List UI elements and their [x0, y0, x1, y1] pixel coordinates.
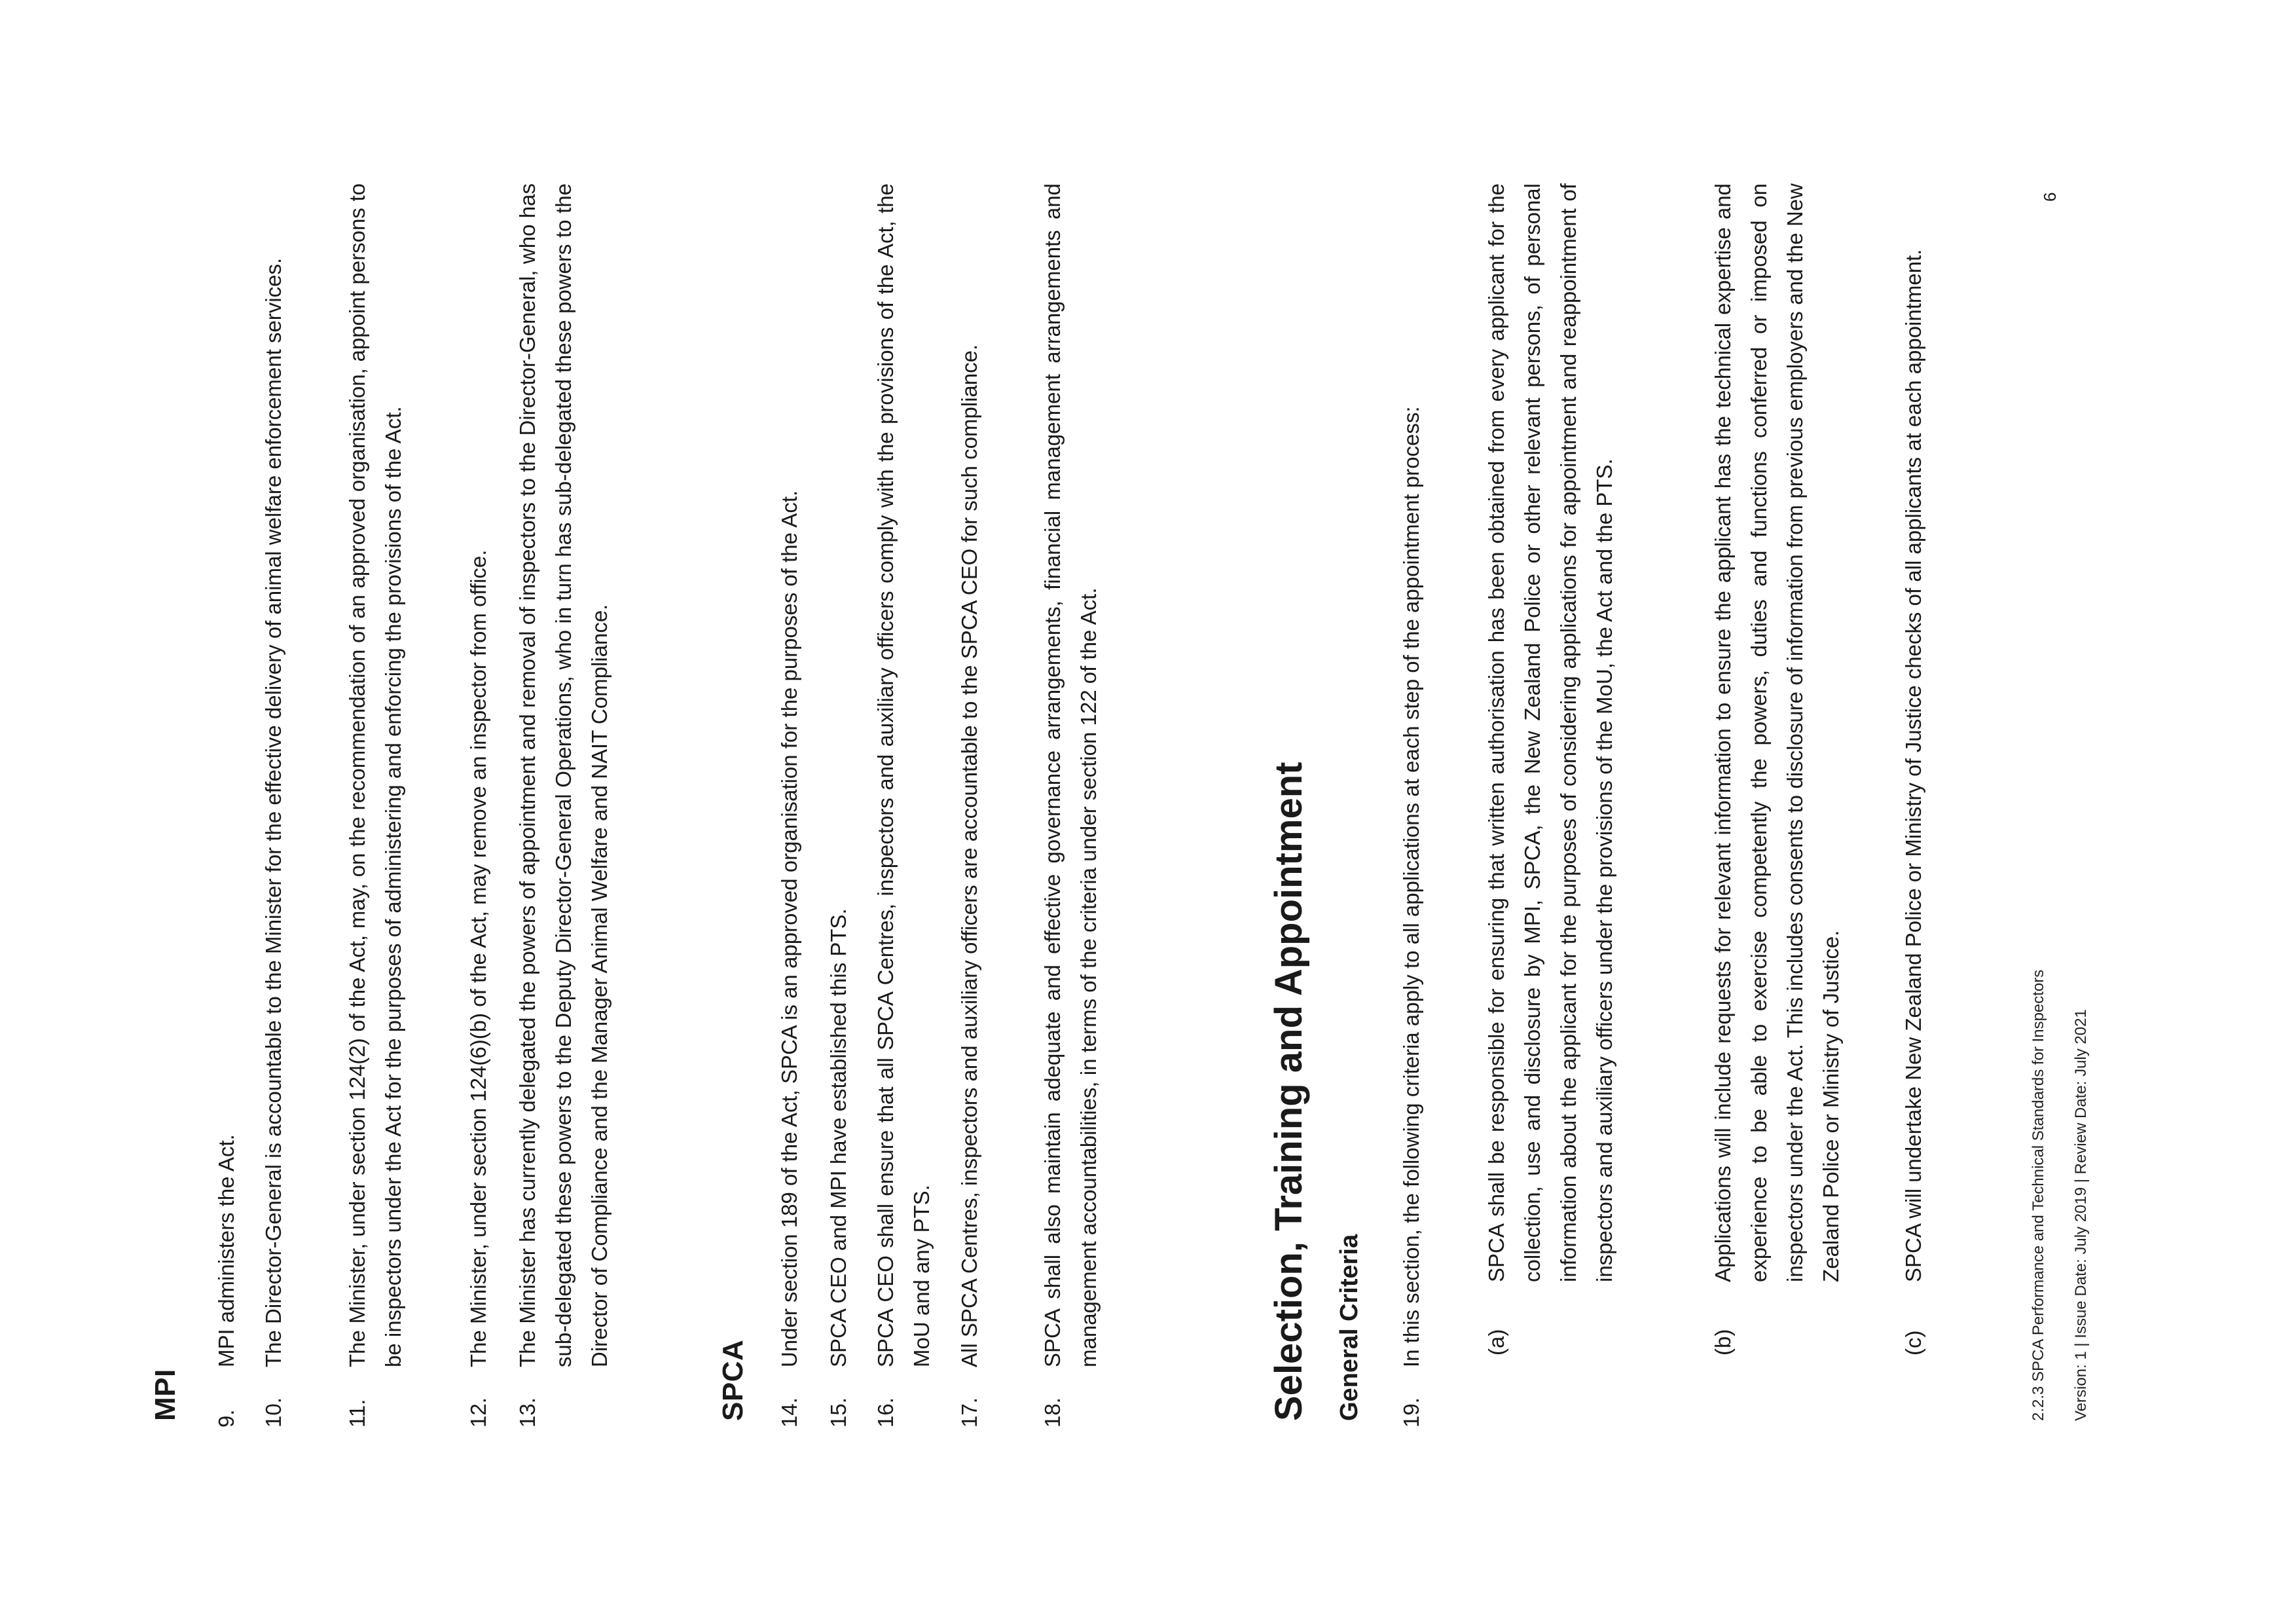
footer-document-title: 2.2.3 SPCA Performance and Technical Standards for Inspectors: [2030, 969, 2047, 1421]
item-number: 19.: [1399, 1397, 1423, 1428]
section-heading-spca: SPCA: [717, 1339, 749, 1421]
item-text: Under section 189 of the Act, SPCA is an approved organisation for the purposes of the Act.: [777, 490, 801, 1367]
sub-item-label: (a): [1484, 1329, 1508, 1356]
sub-item-text: Applications will include requests for relevant information to ensure the applicant has the technical expertise and experience to be able to exercise competently the powers, duties and functions conferred or imposed on inspectors under the Act. This includes consents to disclosure of information from previous employers and the New Zealand Police or Ministry of Justice.: [1711, 183, 1843, 1282]
item-text: The Director-General is accountable to the Minister for the effective delivery of animal welfare enforcement services.: [261, 257, 285, 1367]
list-item: [771, 183, 807, 1428]
list-item: [820, 183, 856, 1428]
item-text: SPCA CEO shall ensure that all SPCA Centres, inspectors and auxiliary officers comply with the provisions of the Act, the MoU and any PTS.: [873, 183, 934, 1367]
page-number: 6: [2040, 192, 2060, 202]
list-item: [1034, 183, 1106, 1428]
sub-list-item: [1705, 183, 1849, 1356]
section-heading-mpi: MPI: [149, 1369, 181, 1421]
item-number: 18.: [1040, 1397, 1065, 1428]
item-text: SPCA CEO and MPI have established this PTS.: [826, 908, 850, 1367]
item-text: MPI administers the Act.: [214, 1134, 238, 1367]
item-text: SPCA shall also maintain adequate and effective governance arrangements, financial management arrangements and management accountabilities, in terms of the criteria under section 122 of the Act.: [1040, 183, 1101, 1367]
list-item: [1393, 183, 1429, 1428]
item-number: 15.: [826, 1397, 850, 1428]
item-text: The Minister has currently delegated the powers of appointment and removal of inspectors to the Director-General, who has sub-delegated these powers to the Deputy Director-General Operations, who in turn has sub-delegated these powers to the Director of Compliance and the Manager Animal Welfare and NAIT Compliance.: [515, 183, 611, 1367]
sub-item-text: SPCA shall be responsible for ensuring that written authorisation has been obtained from every applicant for the collection, use and disclosure by MPI, SPCA, the New Zealand Police or other relevant persons, of personal information about the applicant for the purposes of considering applications for appointment and reappointment of inspectors and auxiliary officers under the provisions of the MoU, the Act and the PTS.: [1484, 183, 1616, 1282]
item-text: The Minister, under section 124(2) of the Act, may, on the recommendation of an approved organisation, appoint persons to be inspectors under the Act for the purposes of administering and enforcing the provisions of the Act.: [345, 183, 405, 1367]
item-number: 16.: [873, 1397, 898, 1428]
subsection-heading: General Criteria: [1336, 1234, 1363, 1421]
item-number: 13.: [515, 1397, 539, 1428]
list-item: [951, 183, 987, 1428]
item-number: 9.: [214, 1409, 238, 1428]
item-number: 17.: [957, 1397, 981, 1428]
item-text: All SPCA Centres, inspectors and auxiliary officers are accountable to the SPCA CEO for such compliance.: [957, 344, 981, 1367]
list-item: [255, 183, 291, 1428]
list-item: [509, 183, 617, 1428]
sub-list-item: [1478, 183, 1622, 1356]
list-item: [867, 183, 939, 1428]
item-number: 12.: [466, 1397, 490, 1428]
list-item: [460, 183, 496, 1428]
sub-item-label: (b): [1711, 1329, 1735, 1356]
item-text: In this section, the following criteria apply to all applications at each step of the appointment process:: [1399, 406, 1423, 1367]
sub-item-label: (c): [1901, 1330, 1925, 1356]
item-number: 11.: [345, 1399, 369, 1428]
footer-version-dates: Version: 1 | Issue Date: July 2019 | Review Date: July 2021: [2072, 1009, 2090, 1421]
list-item: [339, 183, 411, 1428]
sub-item-text: SPCA will undertake New Zealand Police or Ministry of Justice checks of all applicants at each appointment.: [1901, 249, 1925, 1282]
list-item: [208, 183, 244, 1428]
item-number: 10.: [261, 1397, 285, 1428]
page-title: Selection, Training and Appointment: [1267, 762, 1310, 1421]
sub-list-item: [1895, 183, 1931, 1356]
item-number: 14.: [777, 1397, 801, 1428]
item-text: The Minister, under section 124(6)(b) of the Act, may remove an inspector from office.: [466, 549, 490, 1367]
